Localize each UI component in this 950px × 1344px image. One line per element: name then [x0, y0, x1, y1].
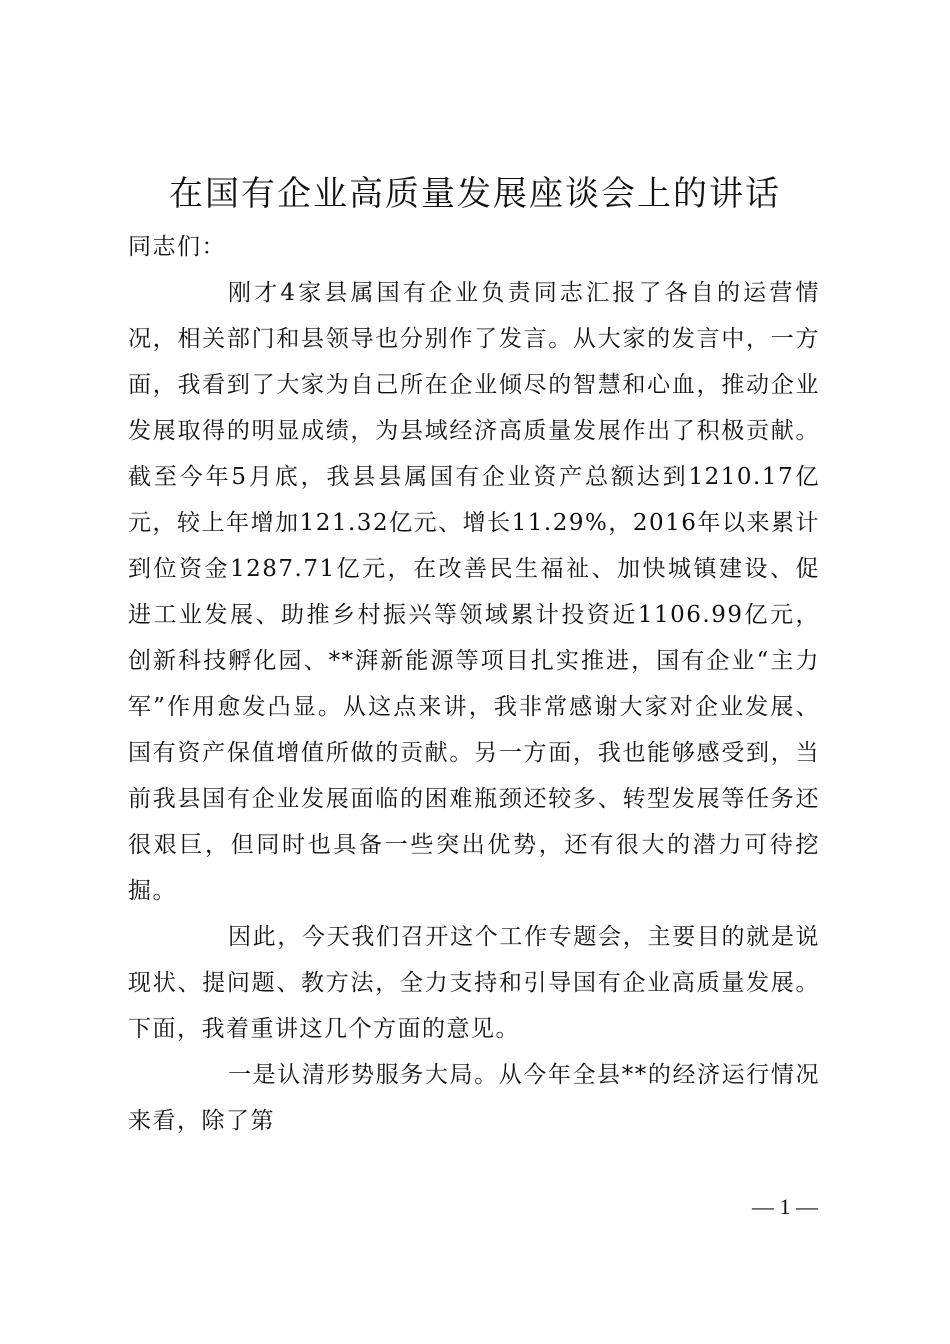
paragraph-1: 刚才4家县属国有企业负责同志汇报了各自的运营情况，相关部门和县领导也分别作了发言。从大家的发言中，一方面，我看到了大家为自己所在企业倾尽的智慧和心血，推动企业发展取得的明显成绩，为县域经济高质量发展作出了积极贡献。截至今年5月底，我县县属国有企业资产总额达到1210.17亿元，较上年增加121.32亿元、增长11.29%，2016年以来累计到位资金1287.71亿元，在改善民生福祉、加快城镇建设、促进工业发展、助推乡村振兴等领域累计投资近1106.99亿元，创新科技孵化园、**湃新能源等项目扎实推进，国有企业“主力军”作用愈发凸显。从这点来讲，我非常感谢大家对企业发展、国有资产保值增值所做的贡献。另一方面，我也能够感受到，当前我县国有企业发展面临的困难瓶颈还较多、转型发展等任务还很艰巨，但同时也具备一些突出优势，还有很大的潜力可待挖掘。 [128, 280, 820, 904]
document-body [128, 224, 820, 1144]
document-title: 在国有企业高质量发展座谈会上的讲话 [169, 174, 781, 214]
page-number: — 1 — [752, 1194, 818, 1219]
paragraph-3: 一是认清形势服务大局。从今年全县**的经济运行情况来看，除了第 [128, 1062, 820, 1134]
salutation: 同志们： [128, 234, 226, 260]
paragraph-2: 因此，今天我们召开这个工作专题会，主要目的就是说现状、提问题、教方法，全力支持和引导国有企业高质量发展。下面，我着重讲这几个方面的意见。 [128, 924, 820, 1042]
